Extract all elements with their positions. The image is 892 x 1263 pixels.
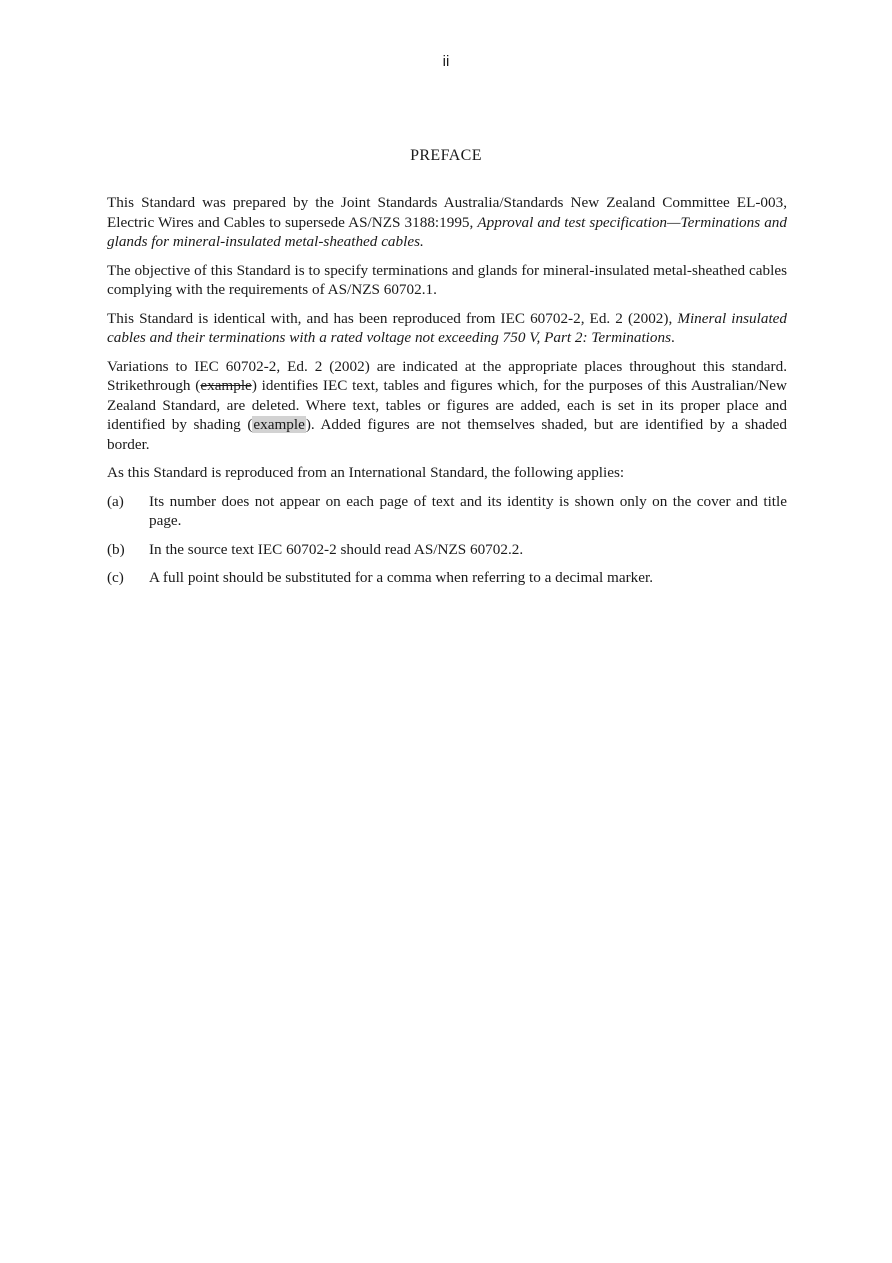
variations-text-3: ). Added figures are not themselves shaded, but are identified by a shaded border. [107, 416, 787, 453]
list-item-label: (a) [107, 492, 124, 510]
identical-text: This Standard is identical with, and has been reproduced from IEC 60702-2, Ed. 2 (2002), [107, 309, 678, 327]
iec-standard-title: Mineral insulated cables and their terminations with a rated voltage not exceeding 750 V, Part 2: Terminations [107, 309, 787, 346]
list-item-text: Its number does not appear on each page of text and its identity is shown only on the cover and title page. [149, 492, 787, 529]
paragraph-objective: The objective of this Standard is to specify terminations and glands for mineral-insulated metal-sheathed cables complying with the requirements of AS/NZS 60702.1. [107, 261, 787, 298]
list-item [107, 492, 787, 531]
shading-example: example [253, 416, 305, 433]
list-item-text: In the source text IEC 60702-2 should read AS/NZS 60702.2. [149, 540, 524, 558]
page-title: PREFACE [410, 147, 482, 164]
variations-text-1: Variations to IEC 60702-2, Ed. 2 (2002) are indicated at the appropriate places throughout this standard. Strikethrough ( [107, 357, 787, 394]
list-item-label: (b) [107, 540, 125, 558]
variations-text-2: ) identifies IEC text, tables and figures which, for the purposes of this Australian/New Zealand Standard, are deleted. Where text, tables or figures are added, each is set in its proper place and identified by shading ( [107, 377, 787, 433]
paragraph-applies: As this Standard is reproduced from an International Standard, the following applies: [107, 464, 625, 481]
page-number: ii [442, 53, 450, 70]
committee-text: This Standard was prepared by the Joint Standards Australia/Standards New Zealand Committee EL-003, Electric Wires and Cables to supersede AS/NZS 3188:1995, [107, 194, 787, 231]
paragraph-committee [107, 193, 787, 252]
superseded-standard-title: Approval and test specification—Terminations and glands for mineral-insulated metal-sheathed cables. [107, 213, 787, 250]
identical-text-end: . [671, 329, 675, 346]
list-item [107, 540, 787, 560]
paragraph-variations [107, 357, 787, 455]
preface-body [107, 193, 787, 597]
paragraph-identical [107, 309, 787, 348]
list-item-text: A full point should be substituted for a comma when referring to a decimal marker. [149, 569, 654, 586]
list-item-label: (c) [107, 569, 124, 586]
strikethrough-example: example [200, 377, 252, 394]
list-item [107, 568, 787, 588]
